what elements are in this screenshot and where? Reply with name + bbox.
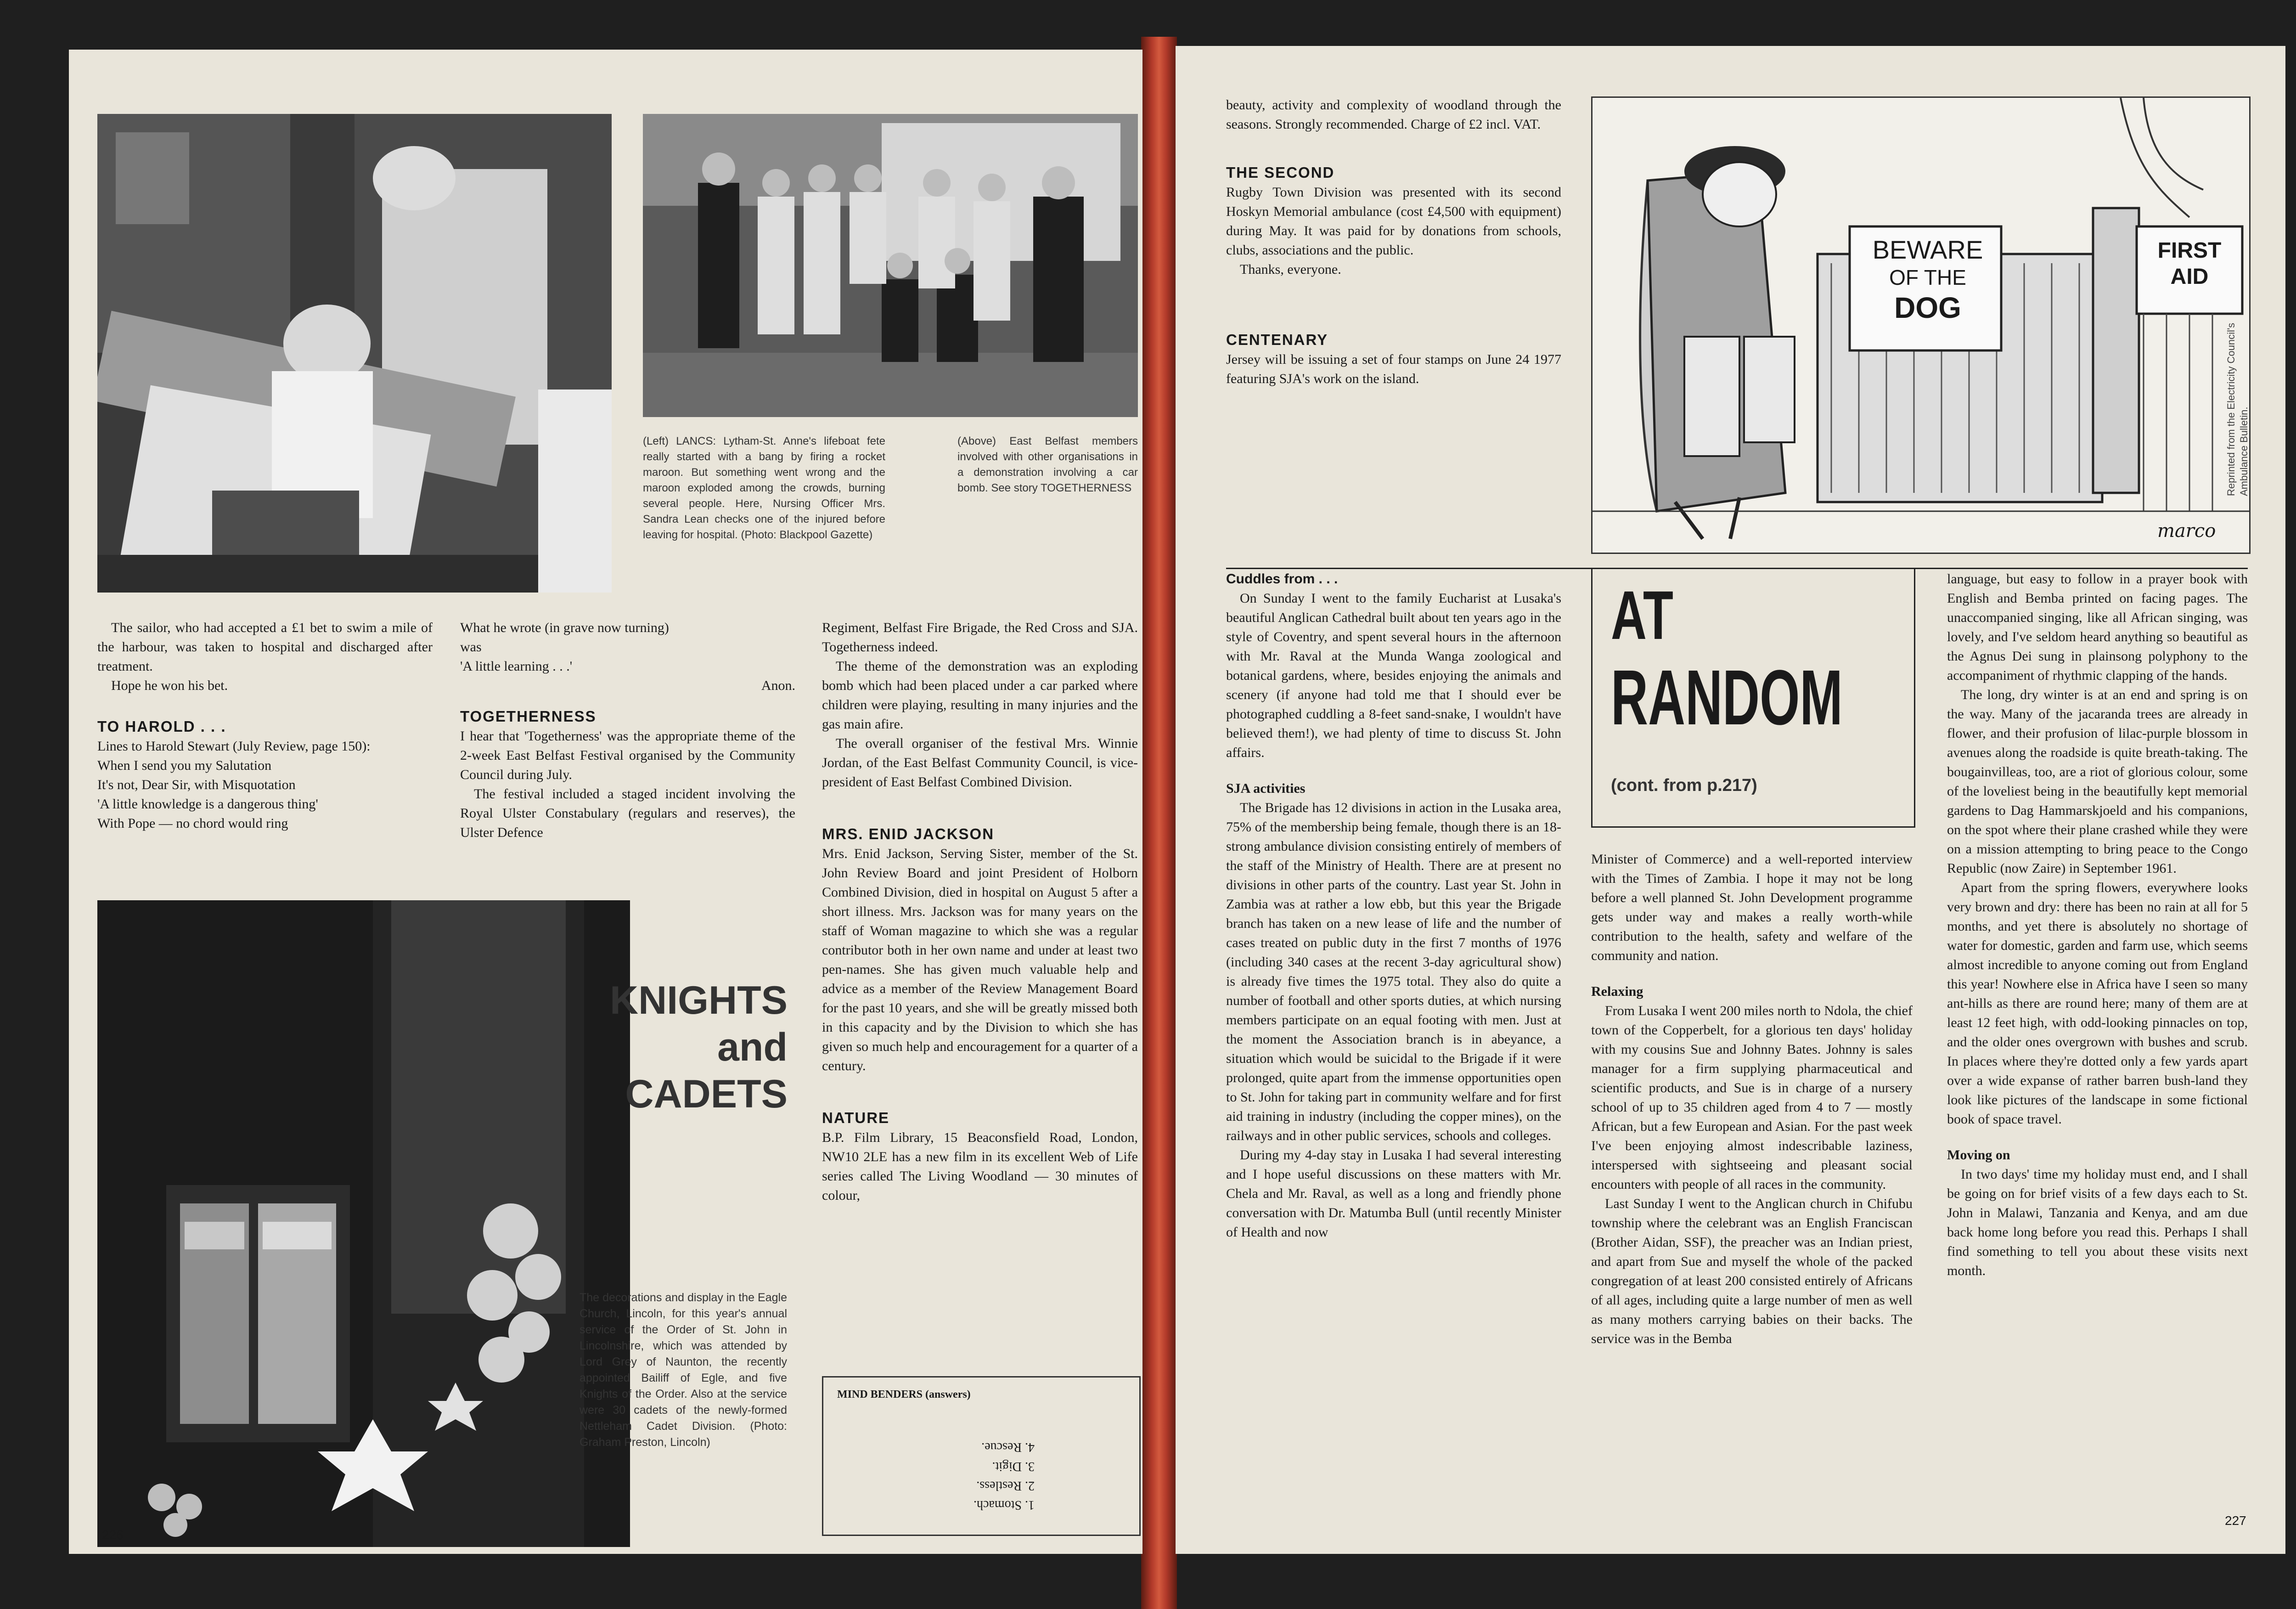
sailor-paragraph-2: Hope he won his bet. [111,678,228,693]
knights-title-line-2: and [717,1025,788,1069]
column-left-3 [822,618,1138,1205]
centenary-paragraph: Jersey will be issuing a set of four stamps on June 24 1977 featuring SJA's work on the island. [1226,352,1561,386]
poem-line-2: It's not, Dear Sir, with Misquotation [97,777,296,792]
sja-activities-heading: SJA activities [1226,781,1306,796]
magazine-spine [1141,37,1177,1609]
caption-left-photo: (Left) LANCS: Lytham-St. Anne's lifeboat fete really started with a bang by firing a rocket maroon. But something went wrong and the maroon exploded among the crowds, burning several people. Here, Nursing Officer Mrs. Sandra Lean checks one of the injured before leaving for hospital. (Photo: Blackpool Gazette) [643,435,885,541]
relaxing-heading: Relaxing [1591,984,1643,999]
cartoon-sign-line-2: OF THE [1889,265,1966,289]
photo-east-belfast-group [643,114,1138,417]
column-right-3 [1947,570,2248,1281]
nature-paragraph: B.P. Film Library, 15 Beaconsfield Road, London, NW10 2LE has a new film in its excellent Web of Life series called The Living Woodland — 30 minutes of colour, [822,1130,1138,1203]
at-random-column-2: Minister of Commerce) and a well-reported interview with the Times of Zambia. I hope it may not be long before a well planned St. John Development programme gets under way and makes a really worth-while contribution to the health, safety and welfare of the community and nation. [1591,852,1913,963]
right-page [1176,46,2285,1554]
knights-title-line-1: KNIGHTS [610,978,788,1022]
mind-benders-title: MIND BENDERS (answers) [837,1389,971,1400]
poem-line-7: 'A little learning . . .' [460,659,573,674]
relaxing-paragraph: From Lusaka I went 200 miles north to Ndola, the chief town of the Copperbelt, for a glorious ten days' holiday with my cousins Sue and Johnny Bates. Johnny is sales manager for a firm supplying pharmaceutical and scientific products, and Sue is in charge of a nursery school of up to 35 children aged from 4 to 7 — mostly African, but a few European and Asian. For the past week I've been enjoying almost indescribable laziness, interspersed with sightseeing and pleasant social encounters with people of all races in the community. [1591,1003,1913,1192]
answer-3: 3. Digit. [992,1459,1035,1474]
language-paragraph: language, but easy to follow in a prayer book with English and Bemba printed on facing pages. The unaccompanied singing, like all African singing, was lovely, and I've seldom heard anything so beautiful as the Agnus Dei sung in plainsong polyphony to the accompaniment of rhythmic clapping of the hands. [1947,571,2248,683]
moving-on-paragraph: In two days' time my holiday must end, and I shall be going on for brief visits of a few days each to St. John in Malawi, Tanzania and Kenya, and am due back home long before you read this. Perhaps I shall find something to tell you about these visits next month. [1947,1167,2248,1278]
spring-paragraph: The long, dry winter is at an end and spring is on the way. Many of the jacaranda trees are already in flower, and their profusion of lilac-purple blossom in avenues along the roadside is quite breath-taking. The bougainvilleas, too, are a riot of glorious colour, some of the loveliest being in the beautifully kept memorial gardens to Dag Hammarskjoeld and his companions, on the spot where their plane crashed while they were on a mission attempting to bring peace to the Congo Republic (now Zaire) in September 1961. [1947,687,2248,876]
nature-continued: beauty, activity and complexity of woodland through the seasons. Strongly recommended. Charge of £2 incl. VAT. [1226,97,1561,132]
at-random-title-line-2: RANDOM [1611,654,1843,741]
poem-line-1: When I send you my Salutation [97,758,272,773]
the-second-thanks: Thanks, everyone. [1240,262,1341,277]
togetherness-cont-1: Regiment, Belfast Fire Brigade, the Red Cross and SJA. Togetherness indeed. [822,620,1138,655]
togetherness-cont-3: The overall organiser of the festival Mrs. Winnie Jordan, of the East Belfast Community Council, is vice-president of East Belfast Combined Division. [822,736,1138,790]
mind-benders-answers [837,1413,1035,1514]
column-right-top [1226,96,1561,389]
caption-above-photo: (Above) East Belfast members involved with other organisations in a demonstration involving a car bomb. See story TOGETHERNESS [957,435,1138,494]
photo-injured-sailor [97,114,612,593]
answer-4: 4. Rescue. [981,1440,1035,1454]
poem-line-3: 'A little knowledge is a dangerous thing' [97,796,318,812]
at-random-title-box [1591,568,1915,828]
cartoon-sign-line-3: DOG [1894,291,1961,324]
cartoon-signature: marco [2157,520,2216,542]
cuddles-heading: Cuddles from . . . [1226,571,1338,587]
mind-benders-box [822,1376,1141,1536]
cuddles-paragraph: On Sunday I went to the family Eucharist at Lusaka's beautiful Anglican Cathedral built about ten years ago in the style of Coventry, and spent several hours in the afternoon with Mr. Raval at the Munda Wanga zoological and botanical gardens, where, besides enjoying the animals and scenery (if anyone had told me that I should ever be photographed cuddling a 8-feet sand-snake, I wouldn't have believed them!), we had plenty of time to discuss St. John affairs. [1226,591,1561,760]
cartoon-box-line-1: FIRST [2157,238,2222,263]
togetherness-paragraph-1: I hear that 'Togetherness' was the appropriate theme of the 2-week East Belfast Festival organised by the Community Council during July. [460,728,795,782]
enid-jackson-paragraph: Mrs. Enid Jackson, Serving Sister, member of the St. John Review Board and joint President of Holborn Combined Division, died in hospital on August 5 after a short illness. Mrs. Jackson was for many years on the staff of Woman magazine to which she was a regular contributor both in her own name and under at least two pen-names. She has given much valuable help and advice as a member of the Review Management Board for the past 10 years, and she will be greatly missed both in this capacity and by the Division to which she has given so much help and encouragement for a quarter of a century. [822,846,1138,1073]
poem-signature: Anon. [761,678,795,693]
at-random-continued: (cont. from p.217) [1611,776,1757,795]
photo-eagle-church-display [97,900,630,1547]
cartoon-sign-line-1: BEWARE [1872,235,1983,264]
column-left-1 [97,618,433,833]
poem-line-4: With Pope — no chord would ring [97,816,288,831]
sja-activities-paragraph: The Brigade has 12 divisions in action in the Lusaka area, 75% of the membership being female, though there is an 18-strong ambulance division consisting entirely of members of the staff of the Ministry of Health. There are at present no divisions in other parts of the country. Last year St. John in Zambia was at rather a low ebb, but this year the Brigade branch has taken on a new lease of life and the number of cases treated on public duty in the first 7 months of 1976 (including 340 cases at the recent 3-day agricultural show) is already five times the 1975 total. They also do quite a number of football and other sports duties, at which nursing members participate on an equal footing with men. Just at the moment the Association branch is in abeyance, a situation which would be suicidal to the Brigade if it were prolonged, quite apart from the immense opportunities open to St. John for taking part in community welfare and for first aid training in industry (including the copper mines), on the railways and in other public services, schools and colleges. [1226,800,1561,1143]
column-left-2 [460,618,795,842]
nature-heading: NATURE [822,1109,890,1126]
cartoon-box-line-2: AID [2170,265,2209,289]
at-random-title-line-1: AT [1611,576,1673,654]
togetherness-paragraph-2: The festival included a staged incident involving the Royal Ulster Constabulary (regulars and reserves), the Ulster Defence [460,786,795,840]
moving-on-heading: Moving on [1947,1147,2010,1163]
page-number-left: 226 [102,1528,124,1542]
poem-line-5: What he wrote (in grave now turning) [460,620,669,635]
togetherness-heading: TOGETHERNESS [460,708,597,725]
sailor-paragraph: The sailor, who had accepted a £1 bet to swim a mile of the harbour, was taken to hospital and discharged after treatment. [97,620,433,674]
answer-2: 2. Restless. [976,1479,1035,1493]
togetherness-cont-2: The theme of the demonstration was an exploding bomb which had been placed under a car parked where children were playing, resulting in many injuries and the gas main afire. [822,659,1138,732]
the-second-heading: THE SECOND [1226,164,1335,181]
column-right-1 [1226,570,1561,1242]
page-number-right: 227 [2225,1513,2246,1528]
knights-title-line-3: CADETS [625,1072,788,1116]
cartoon-credit: Reprinted from the Electricity Council's Ambulance Bulletin. [2225,322,2250,496]
enid-jackson-heading: MRS. ENID JACKSON [822,825,995,842]
relaxing-paragraph-2: Last Sunday I went to the Anglican church in Chifubu township where the celebrant was an English Franciscan (Brother Aidan, SSF), the preacher was an Indian priest, and apart from Sue and myself the whole of the packed congregation of at least 200 consisted entirely of Africans of all ages, including quite a large number of men as well as many mothers carrying babies on their backs. The service was in the Bemba [1591,1196,1913,1346]
cartoon-beware-of-the-dog [1591,96,2251,554]
dry-paragraph: Apart from the spring flowers, everywhere looks very brown and dry: there has been no rain at all for 5 months, and yet there is absolutely no shortage of water for domestic, garden and farm use, which seems almost incredible to anyone coming out from England this year! Nowhere else in Africa have I seen so many ant-hills as there are round here; many of them are at least 12 feet high, with odd-looking pinnacles on top, and the older ones overgrown with bushes and scrub. In places where they're dotted only a few yards apart over a wide expanse of rather barren bush-land they look like pictures of the landscape in some fictional book of space travel. [1947,880,2248,1127]
column-right-2 [1591,850,1913,1349]
caption-knights-photo: The decorations and display in the Eagle Church, Lincoln, for this year's annual service of the Order of St. John in Lincolnshire, which was attended by Lord Grey of Naunton, the recently appointed Bailiff of Egle, and five Knights of the Order. Also at the service were 30 cadets of the newly-formed Nettleham Cadet Division. (Photo: Graham Preston, Lincoln) [580,1291,787,1449]
answer-1: 1. Stomach. [974,1498,1035,1512]
centenary-heading: CENTENARY [1226,331,1328,348]
poem-line-6: was [460,639,482,655]
sja-activities-paragraph-2: During my 4-day stay in Lusaka I had several interesting and I hope useful discussions on these matters with Mr. Chela and Mr. Raval, as well as a long and friendly phone conversation with Dr. Matumba Bull (until recently Minister of Health and now [1226,1147,1561,1240]
the-second-paragraph: Rugby Town Division was presented with its second Hoskyn Memorial ambulance (cost £4,500 with equipment) during May. It was paid for by donations from schools, clubs, associations and the public. [1226,185,1561,258]
left-page [69,50,1142,1554]
to-harold-heading: TO HAROLD . . . [97,718,226,735]
to-harold-intro: Lines to Harold Stewart (July Review, page 150): [97,739,371,754]
